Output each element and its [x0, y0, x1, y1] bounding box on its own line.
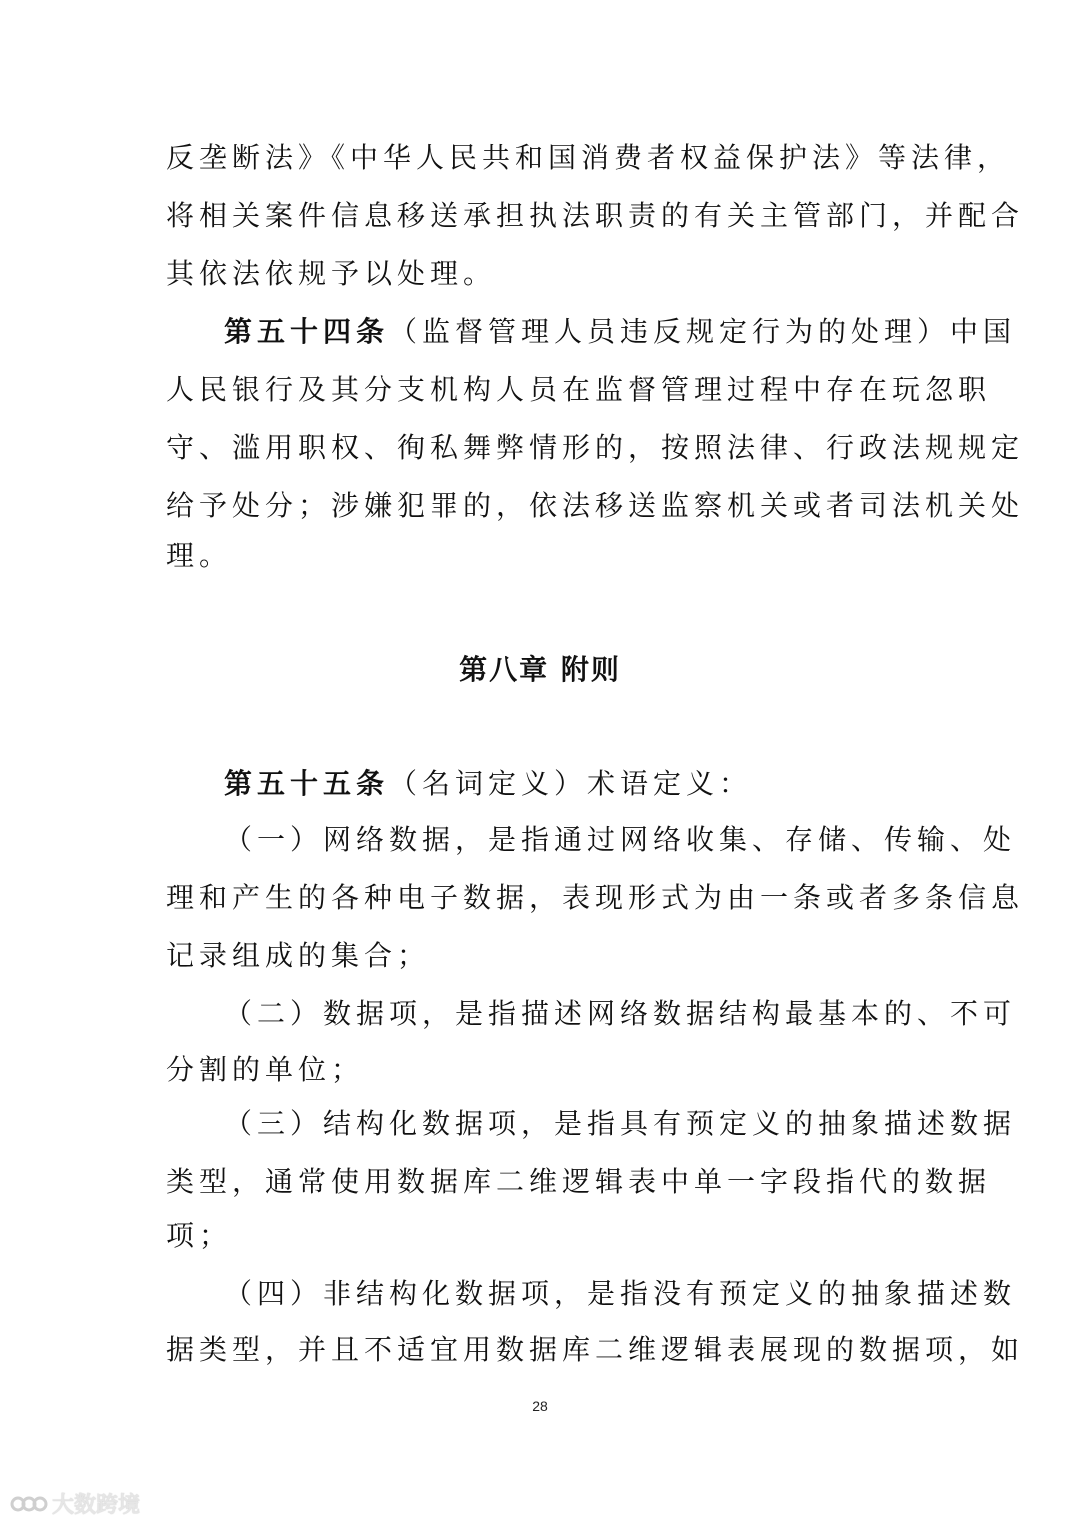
- article-55-title: （名词定义）术语定义：: [389, 767, 753, 800]
- definition-4-line-1: （四）非结构化数据项，是指没有预定义的抽象描述数: [224, 1277, 1017, 1310]
- definition-1-line-1: （一）网络数据，是指通过网络收集、存储、传输、处: [224, 823, 1017, 856]
- article-54-line-3: 守、滥用职权、徇私舞弊情形的，按照法律、行政法规规定: [166, 431, 1025, 464]
- article-54-line-1: [224, 312, 1017, 352]
- definition-3-line-3: 项；: [166, 1219, 233, 1252]
- definition-3-line-2: 类型，通常使用数据库二维逻辑表中单一字段指代的数据: [166, 1165, 992, 1198]
- paragraph-line-3: 其依法依规予以处理。: [166, 257, 497, 290]
- article-54-number: 第五十四条: [224, 315, 390, 348]
- paragraph-line-2: 将相关案件信息移送承担执法职责的有关主管部门，并配合: [166, 199, 1025, 232]
- definition-4-line-2: 据类型，并且不适宜用数据库二维逻辑表展现的数据项，如: [166, 1333, 1025, 1366]
- article-54-line-4: 给予处分；涉嫌犯罪的，依法移送监察机关或者司法机关处: [166, 489, 1025, 522]
- article-54-line-5: 理。: [166, 539, 233, 572]
- definition-1-line-2: 理和产生的各种电子数据，表现形式为由一条或者多条信息: [166, 881, 1025, 914]
- article-55-number: 第五十五条: [224, 767, 390, 800]
- article-54-title: （监督管理人员违反规定行为的处理）中国: [389, 315, 1017, 348]
- article-55-line-1: [224, 764, 916, 804]
- definition-1-line-3: 记录组成的集合；: [166, 939, 431, 972]
- definition-3-line-1: （三）结构化数据项，是指具有预定义的抽象描述数据: [224, 1107, 1017, 1140]
- article-54-line-2: 人民银行及其分支机构人员在监督管理过程中存在玩忽职: [166, 373, 992, 406]
- watermark: [10, 1488, 140, 1519]
- chapter-heading: 第八章 附则: [459, 653, 621, 686]
- definition-2-line-2: 分割的单位；: [166, 1053, 365, 1086]
- paragraph-line-1: 反垄断法》《中华人民共和国消费者权益保护法》等法律，: [166, 141, 1011, 174]
- page-number: 28: [532, 1398, 548, 1414]
- brand-logo-icon: [10, 1492, 48, 1516]
- watermark-text: 大数跨境: [52, 1493, 141, 1518]
- definition-2-line-1: （二）数据项，是指描述网络数据结构最基本的、不可: [224, 997, 1017, 1030]
